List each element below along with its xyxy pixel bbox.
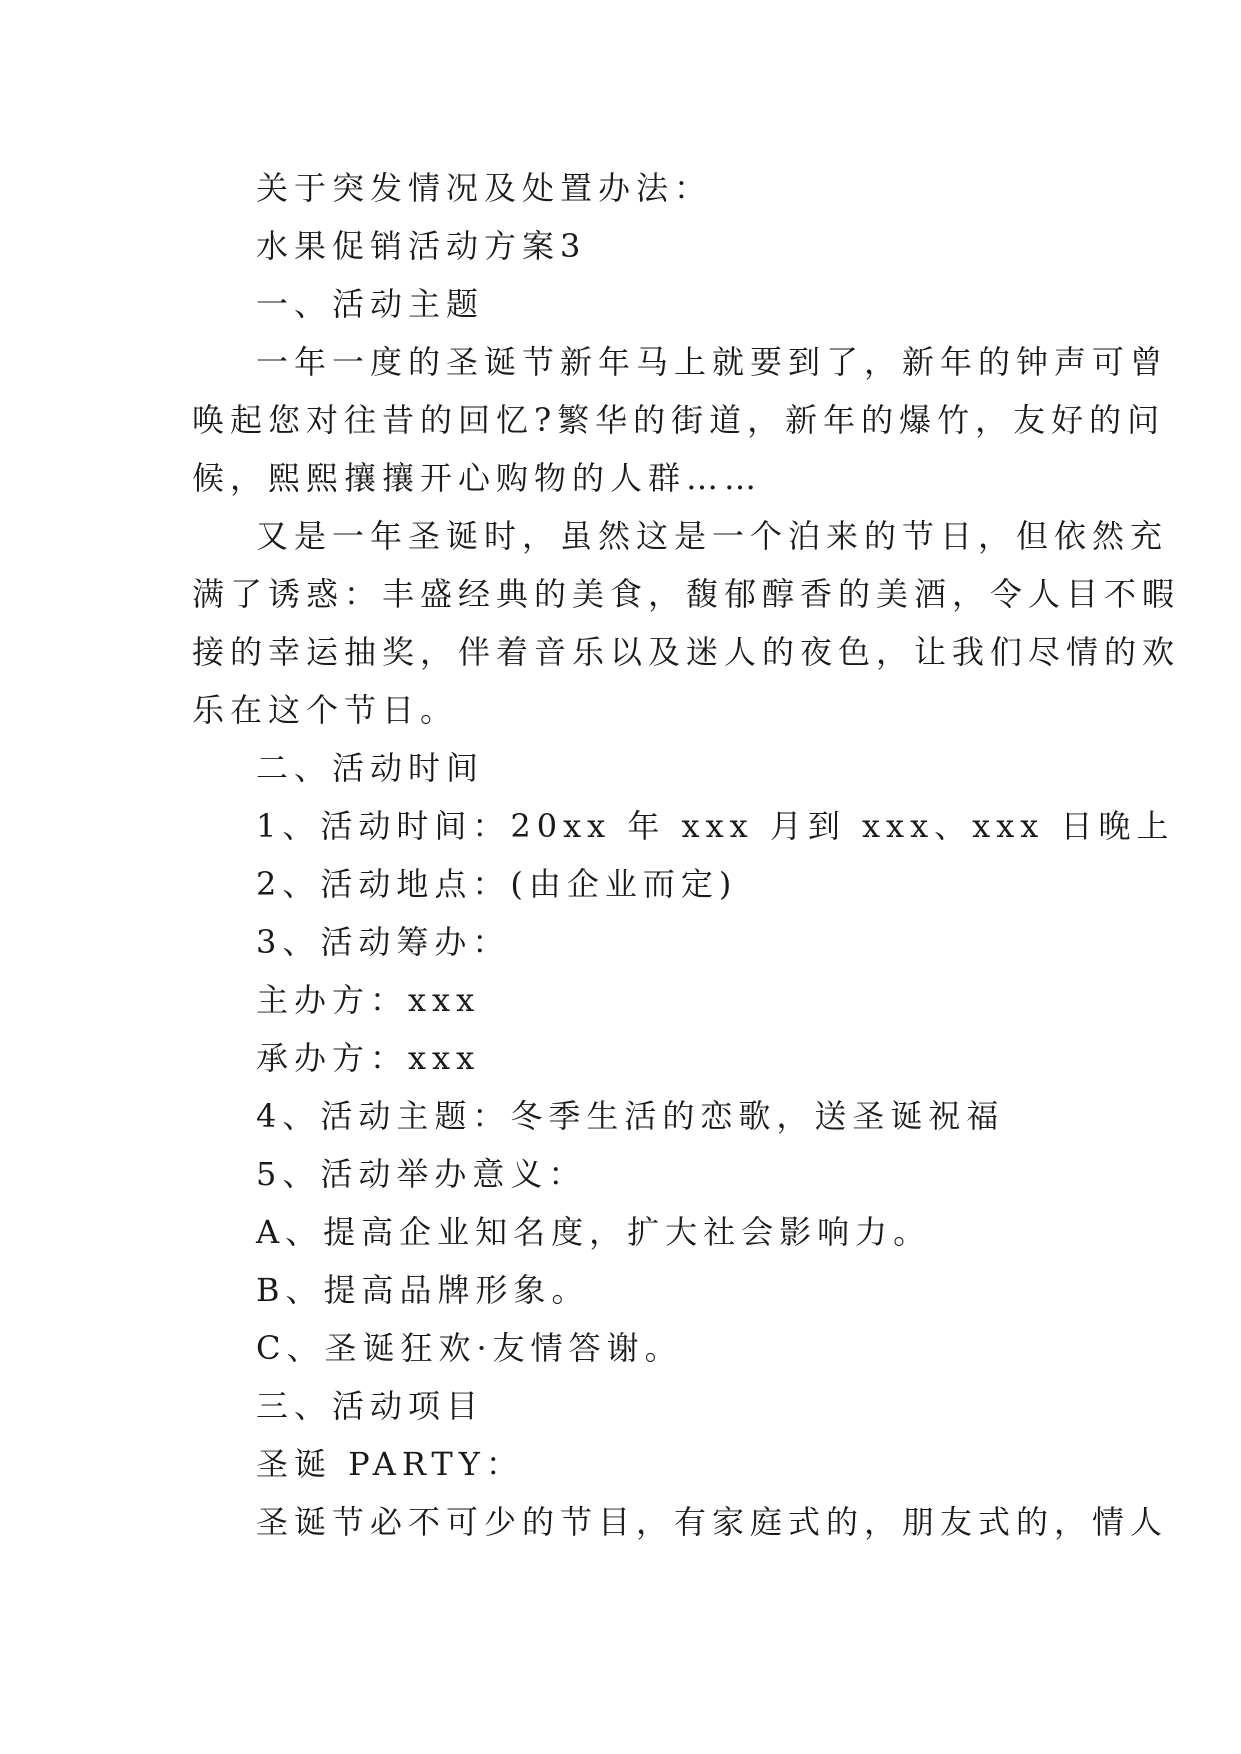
list-item-significance: 5、活动举办意义： — [256, 1155, 587, 1193]
paragraph-line: 又是一年圣诞时，虽然这是一个泊来的节日，但依然充 — [256, 517, 1169, 555]
paragraph-line: 候，熙熙攘攘开心购物的人群…… — [192, 459, 763, 497]
paragraph-line: 满了诱惑：丰盛经典的美食，馥郁醇香的美酒，令人目不暇 — [192, 575, 1181, 613]
list-item-c: C、圣诞狂欢·友情答谢。 — [256, 1329, 683, 1367]
list-item-theme: 4、活动主题：冬季生活的恋歌，送圣诞祝福 — [256, 1097, 1005, 1135]
list-item-a: A、提高企业知名度，扩大社会影响力。 — [256, 1213, 932, 1251]
list-item-organizers: 3、活动筹办： — [256, 923, 511, 961]
section-heading-2: 二、活动时间 — [256, 749, 485, 787]
section-heading-3: 三、活动项目 — [256, 1387, 485, 1425]
list-item-co-host: 承办方：xxx — [256, 1039, 481, 1077]
paragraph-line: 乐在这个节日。 — [192, 691, 459, 729]
paragraph-line: 唤起您对往昔的回忆?繁华的街道，新年的爆竹，友好的问 — [192, 401, 1166, 439]
list-item-time: 1、活动时间：20xx 年 xxx 月到 xxx、xxx 日晚上 — [256, 807, 1175, 845]
subheading-party: 圣诞 PARTY： — [256, 1445, 524, 1483]
list-item-location: 2、活动地点：(由企业而定) — [256, 865, 738, 903]
paragraph-line: 一年一度的圣诞节新年马上就要到了，新年的钟声可曾 — [256, 343, 1169, 381]
list-item-host: 主办方：xxx — [256, 981, 481, 1019]
list-item-b: B、提高品牌形象。 — [256, 1271, 590, 1309]
paragraph-line: 圣诞节必不可少的节目，有家庭式的，朋友式的，情人 — [256, 1503, 1169, 1541]
section-heading-1: 一、活动主题 — [256, 285, 485, 323]
heading-emergency: 关于突发情况及处置办法： — [256, 169, 713, 207]
doc-title: 水果促销活动方案3 — [256, 227, 587, 265]
paragraph-line: 接的幸运抽奖，伴着音乐以及迷人的夜色，让我们尽情的欢 — [192, 633, 1181, 671]
